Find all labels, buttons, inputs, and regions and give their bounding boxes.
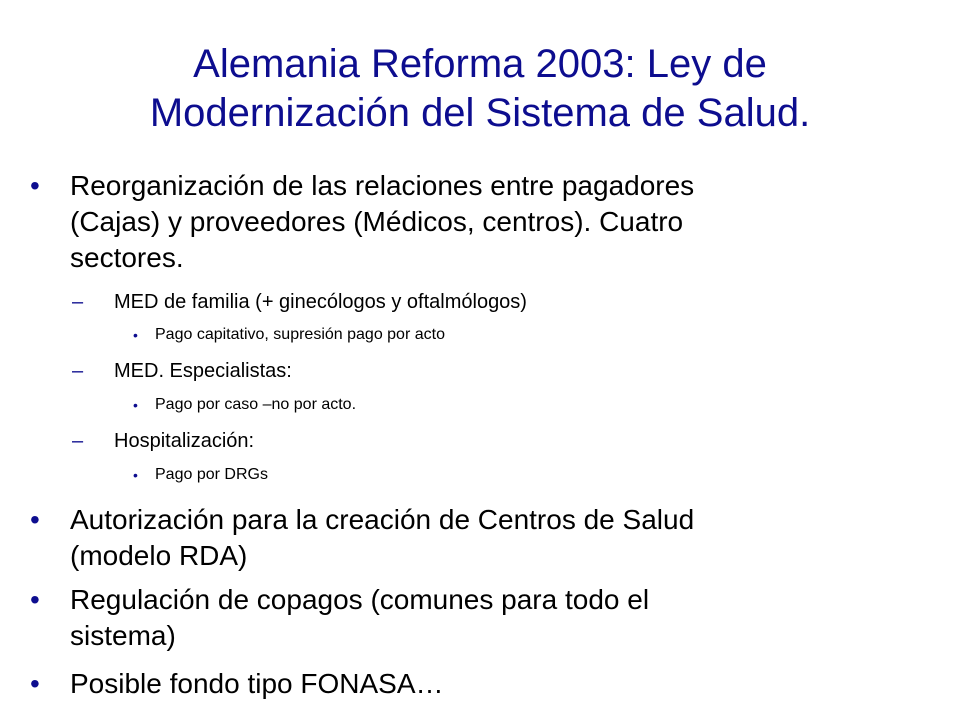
bullet-text	[70, 582, 930, 654]
bullet-icon: •	[30, 584, 40, 615]
detail-item-text: Pago por caso –no por acto.	[155, 396, 357, 413]
dash-icon: –	[72, 360, 84, 382]
sub-item-med-especialistas	[72, 358, 914, 384]
small-bullet-icon: •	[133, 397, 138, 413]
detail-item-text: Pago capitativo, supresión pago por acto	[155, 326, 445, 343]
bullet-line: Regulación de copagos (comunes para todo el	[70, 584, 650, 615]
dash-icon: –	[72, 430, 84, 452]
sub-item-text: MED. Especialistas:	[114, 360, 292, 382]
bullet-line: sectores.	[70, 242, 184, 273]
bullet-line: Reorganización de las relaciones entre pagadores	[70, 170, 695, 201]
dash-icon: –	[72, 291, 84, 313]
bullet-icon: •	[30, 504, 40, 535]
bullet-icon: •	[30, 668, 40, 699]
bullet-line: Autorización para la creación de Centros de Salud	[70, 504, 695, 535]
small-bullet-icon: •	[133, 467, 138, 483]
slide-title-line-1: Alemania Reforma 2003: Ley de	[193, 42, 767, 86]
bullet-icon: •	[30, 170, 40, 201]
detail-item-pago-por-caso	[133, 395, 915, 415]
bullet-item-autorizacion	[30, 502, 930, 574]
bullet-text	[70, 666, 930, 702]
bullet-line: (modelo RDA)	[70, 540, 248, 571]
bullet-text	[70, 168, 930, 276]
detail-item-pago-capitativo	[133, 325, 915, 345]
bullet-text	[70, 502, 930, 574]
bullet-line: (Cajas) y proveedores (Médicos, centros). Cuatro	[70, 206, 684, 237]
bullet-item-reorganizacion	[30, 168, 930, 276]
slide-title-line-2: Modernización del Sistema de Salud.	[149, 91, 811, 135]
sub-item-text: Hospitalización:	[114, 430, 255, 452]
sub-item-hospitalizacion	[72, 428, 914, 454]
bullet-item-regulacion	[30, 582, 930, 654]
small-bullet-icon: •	[133, 327, 138, 343]
detail-item-text: Pago por DRGs	[155, 466, 268, 483]
detail-item-pago-drgs	[133, 465, 915, 485]
bullet-item-posible-fondo	[30, 666, 930, 702]
bullet-line: Posible fondo tipo FONASA…	[70, 668, 444, 699]
sub-item-med-familia	[72, 289, 914, 315]
sub-item-text: MED de familia (+ ginecólogos y oftalmólogos)	[114, 291, 527, 313]
bullet-line: sistema)	[70, 620, 176, 651]
